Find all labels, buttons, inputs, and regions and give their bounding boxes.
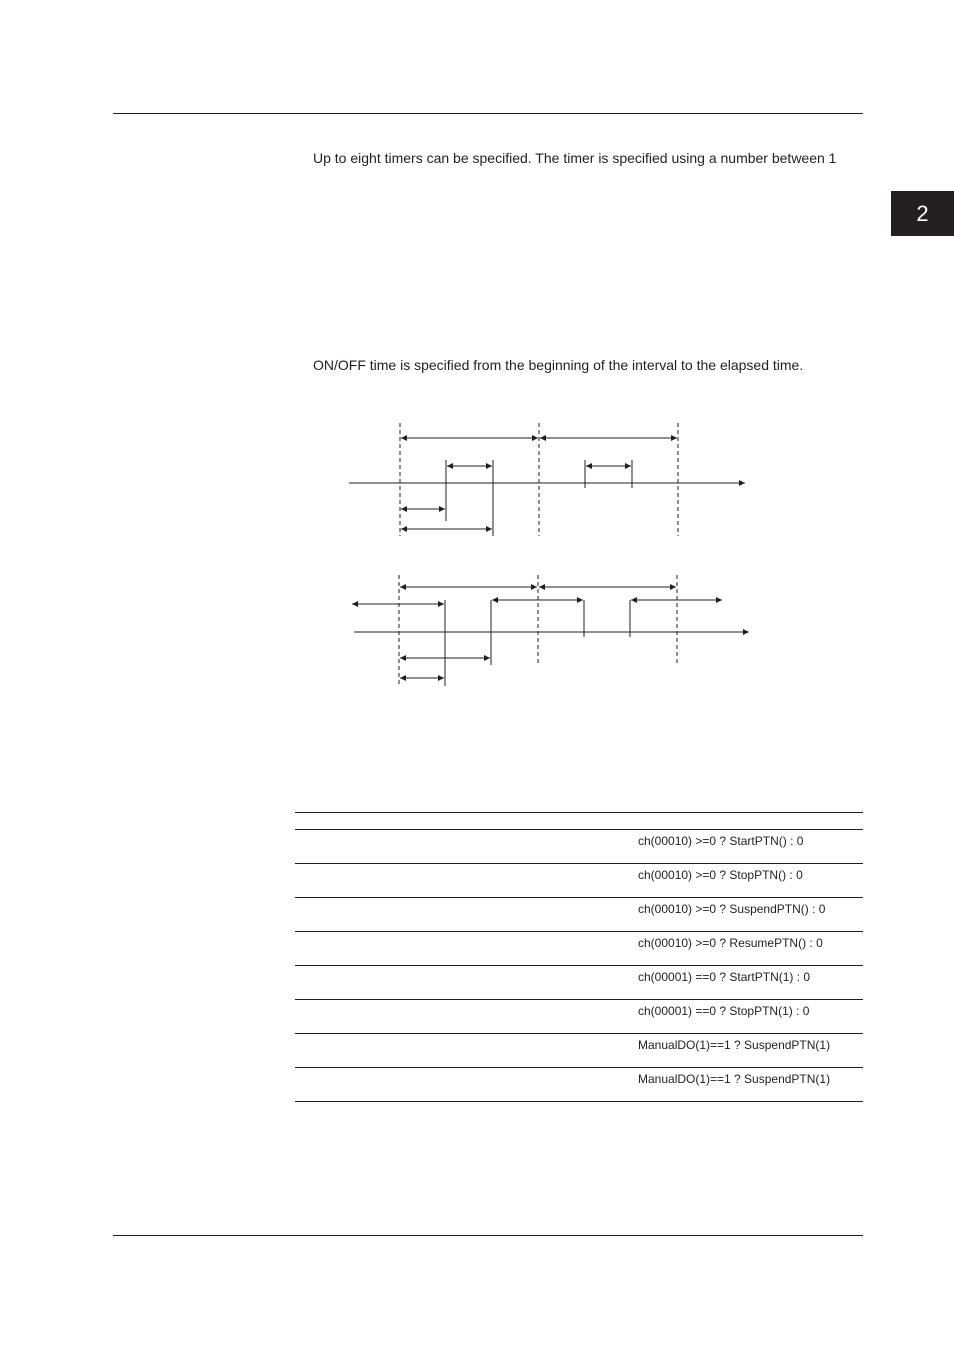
expression-cell: ch(00001) ==0 ? StopPTN(1) : 0	[638, 1004, 810, 1018]
expression-cell: ManualDO(1)==1 ? SuspendPTN(1)	[638, 1038, 831, 1052]
expression-cell: ch(00010) >=0 ? ResumePTN() : 0	[638, 936, 823, 950]
table-row	[295, 863, 863, 897]
table-row	[295, 999, 863, 1033]
onoff-paragraph: ON/OFF time is specified from the beginning of the interval to the elapsed time.	[313, 357, 804, 373]
table-header	[295, 812, 863, 829]
expression-table	[295, 812, 863, 1102]
table-row	[295, 965, 863, 999]
table-row	[295, 931, 863, 965]
expression-cell: ch(00010) >=0 ? SuspendPTN() : 0	[638, 902, 826, 916]
chapter-tab: 2	[891, 191, 954, 236]
expression-cell: ch(00010) >=0 ? StopPTN() : 0	[638, 868, 803, 882]
table-row	[295, 1033, 863, 1067]
table-row	[295, 829, 863, 863]
header-rule	[113, 113, 863, 114]
timer-timing-diagram	[340, 418, 760, 690]
timers-paragraph: Up to eight timers can be specified. The timer is specified using a number between 1	[313, 150, 837, 166]
expression-cell: ManualDO(1)==1 ? SuspendPTN(1)	[638, 1072, 831, 1086]
expression-cell: ch(00010) >=0 ? StartPTN() : 0	[638, 834, 804, 848]
footer-rule	[113, 1235, 863, 1236]
expression-cell: ch(00001) ==0 ? StartPTN(1) : 0	[638, 970, 811, 984]
table-row	[295, 897, 863, 931]
table-row	[295, 1067, 863, 1102]
